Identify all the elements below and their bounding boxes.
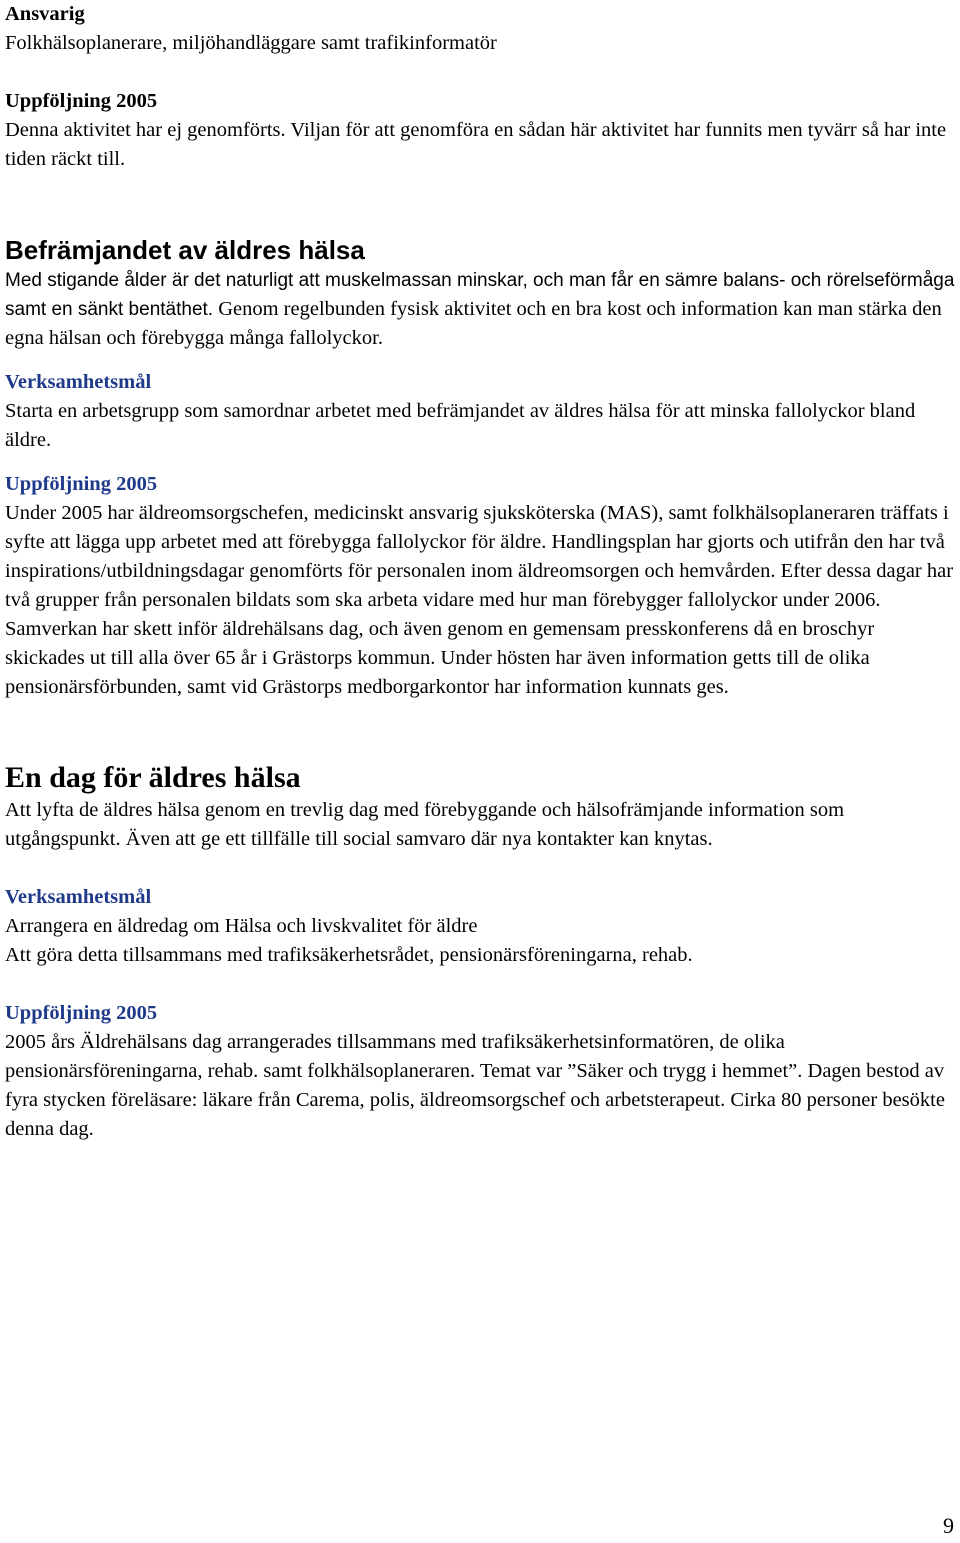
verksamhetsmal-label: Verksamhetsmål [5, 886, 152, 908]
section-en-dag [5, 760, 955, 1144]
uppfoljning-paragraph: Under 2005 har äldreomsorgschefen, medicinskt ansvarig sjuksköterska (MAS), samt folkhälsoplaneraren träffats i syfte att lägga upp arbetet med att förebygga fallolyckor för äldre. Handlingsplan har gjorts och utifrån den har två inspirations/utbildningsdagar genomförts för personalen inom äldreomsorgen och hemvården. Efter dessa dagar har två grupper från personalen bildats som ska arbeta vidare med hur man förebygger fallolyckor under 2006. [5, 502, 954, 611]
section-intro-serif: Genom regelbunden fysisk aktivitet och en bra kost och information kan man stärka den egna hälsan och förebygga många fallolyckor. [5, 298, 942, 349]
section-heading: En dag för äldres hälsa [5, 761, 301, 794]
section-heading: Befrämjandet av äldres hälsa [5, 235, 365, 265]
verksamhetsmal-text: Starta en arbetsgrupp som samordnar arbetet med befrämjandet av äldres hälsa för att minska fallolyckor bland äldre. [5, 400, 916, 451]
page-number: 9 [943, 1513, 954, 1538]
uppfoljning-paragraph: Samverkan har skett inför äldrehälsans dag, och även genom en gemensam presskonferens då en broschyr skickades ut till alla över 65 år i Grästorps kommun. Under hösten har även information getts till de olika pensionärsförbunden, samt vid Grästorps medborgarkontor har information kunnats ges. [5, 618, 875, 698]
verksamhetsmal-line: Arrangera en äldredag om Hälsa och livskvalitet för äldre [5, 915, 478, 937]
section-intro [5, 266, 955, 353]
verksamhetsmal-line: Att göra detta tillsammans med trafiksäkerhetsrådet, pensionärsföreningarna, rehab. [5, 944, 693, 966]
uppfoljning-text: Denna aktivitet har ej genomförts. Viljan för att genomföra en sådan här aktivitet har funnits men tyvärr så har inte tiden räckt till. [5, 119, 947, 170]
uppfoljning-label: Uppföljning 2005 [5, 90, 158, 112]
verksamhetsmal-label: Verksamhetsmål [5, 371, 152, 393]
ansvarig-text: Folkhälsoplanerare, miljöhandläggare samt trafikinformatör [5, 32, 497, 54]
section-aldres-halsa [5, 234, 955, 702]
section-ansvarig [5, 0, 955, 174]
ansvarig-label: Ansvarig [5, 3, 85, 25]
uppfoljning-text: 2005 års Äldrehälsans dag arrangerades tillsammans med trafiksäkerhetsinformatören, de olika pensionärsföreningarna, rehab. samt folkhälsoplaneraren. Temat var ”Säker och trygg i hemmet”. Dagen bestod av fyra stycken föreläsare: läkare från Carema, polis, äldreomsorgschef och arbetsterapeut. Cirka 80 personer besökte denna dag. [5, 1031, 945, 1140]
section-intro: Att lyfta de äldres hälsa genom en trevlig dag med förebyggande och hälsofrämjande information som utgångspunkt. Även att ge ett tillfälle till social samvaro där nya kontakter kan knytas. [5, 799, 845, 850]
uppfoljning-label: Uppföljning 2005 [5, 473, 158, 495]
document-page [5, 0, 955, 1144]
uppfoljning-label: Uppföljning 2005 [5, 1002, 158, 1024]
section-intro-sans: Med stigande ålder är det naturligt att muskelmassan minskar, och man får en sämre balans- och rörelseförmåga samt en sänkt bentäthet. [5, 270, 955, 320]
